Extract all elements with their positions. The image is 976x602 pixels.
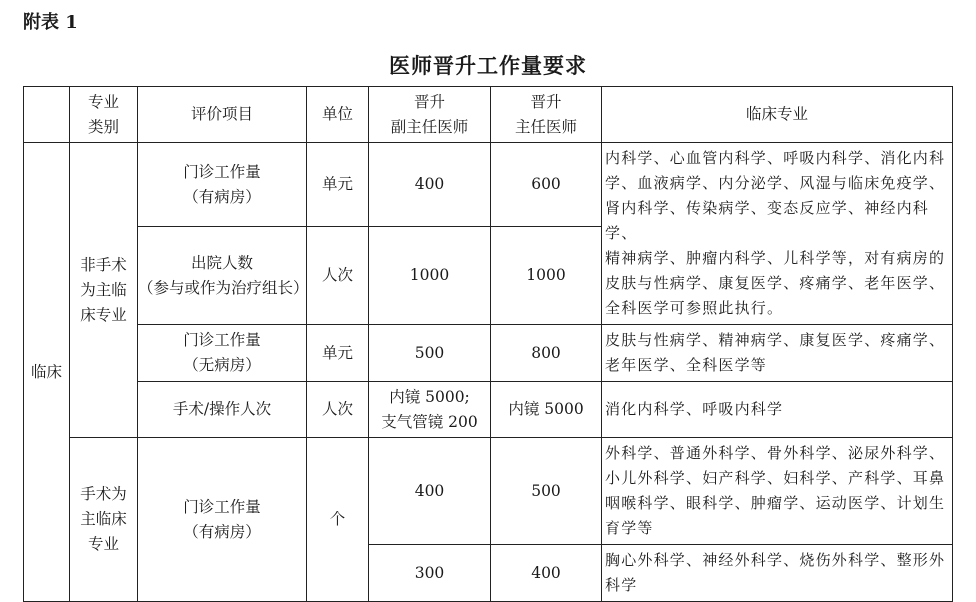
specialty-list: 外科学、普通外科学、骨外科学、泌尿外科学、 小儿外科学、妇产科学、妇科学、产科学、耳鼻 咽喉科学、眼科学、肿瘤学、运动医学、计划生 育学等: [602, 438, 953, 545]
chief-value: 内镜 5000: [491, 382, 602, 438]
header-blank: [24, 87, 70, 143]
group-surgical-label: 手术为 主临床 专业: [70, 438, 138, 602]
eval-item: 门诊工作量 （有病房）: [138, 143, 307, 227]
eval-item: 门诊工作量 （有病房）: [138, 438, 307, 602]
eval-item: 门诊工作量 （无病房）: [138, 325, 307, 382]
header-chief: 晋升 主任医师: [491, 87, 602, 143]
specialty-list: 胸心外科学、神经外科学、烧伤外科学、整形外 科学: [602, 545, 953, 602]
unit-cell: 个: [307, 438, 369, 602]
deputy-value: 1000: [369, 227, 491, 325]
header-clinical-specialty: 临床专业: [602, 87, 953, 143]
unit-cell: 单元: [307, 143, 369, 227]
deputy-value: 300: [369, 545, 491, 602]
table-row: [24, 382, 953, 438]
chief-value: 1000: [491, 227, 602, 325]
deputy-value: 400: [369, 438, 491, 545]
eval-item: 出院人数 （参与或作为治疗组长）: [138, 227, 307, 325]
deputy-value: 内镜 5000; 支气管镜 200: [369, 382, 491, 438]
table-row: [24, 325, 953, 382]
category-clinical: 临床: [24, 143, 70, 602]
deputy-value: 500: [369, 325, 491, 382]
page-title: 医师晋升工作量要求: [389, 53, 587, 78]
deputy-value: 400: [369, 143, 491, 227]
unit-cell: 人次: [307, 227, 369, 325]
header-eval-item: 评价项目: [138, 87, 307, 143]
group-non-surgical-label: 非手术 为主临 床专业: [70, 143, 138, 438]
chief-value: 400: [491, 545, 602, 602]
table-row: [24, 438, 953, 545]
appendix-label: 附表 1: [23, 12, 78, 33]
chief-value: 800: [491, 325, 602, 382]
unit-cell: 单元: [307, 325, 369, 382]
specialty-list: 消化内科学、呼吸内科学: [602, 382, 953, 438]
workload-table: [23, 86, 953, 602]
header-row: [24, 87, 953, 143]
eval-item: 手术/操作人次: [138, 382, 307, 438]
chief-value: 500: [491, 438, 602, 545]
specialty-list: 内科学、心血管内科学、呼吸内科学、消化内科 学、血液病学、内分泌学、风湿与临床免疫学、 肾内科学、传染病学、变态反应学、神经内科学、 精神病学、肿瘤内科学、儿科学等，对有病房的 皮肤与性病学、康复医学、疼痛学、老年医学、 全科医学可参照此执行。: [602, 143, 953, 325]
header-deputy-chief: 晋升 副主任医师: [369, 87, 491, 143]
table-row: [24, 143, 953, 227]
unit-cell: 人次: [307, 382, 369, 438]
header-unit: 单位: [307, 87, 369, 143]
header-specialty-type: 专业 类别: [70, 87, 138, 143]
chief-value: 600: [491, 143, 602, 227]
specialty-list: 皮肤与性病学、精神病学、康复医学、疼痛学、 老年医学、全科医学等: [602, 325, 953, 382]
